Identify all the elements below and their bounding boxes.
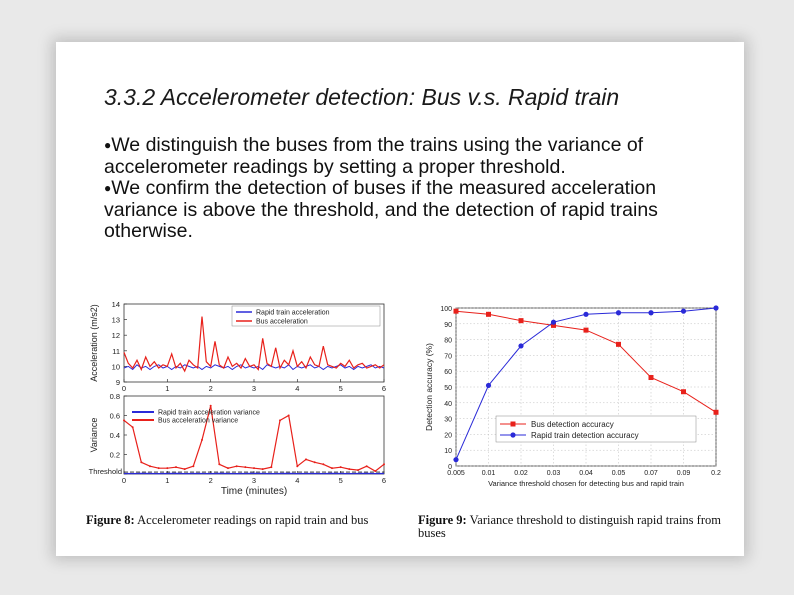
bullet-dot-icon: ● (104, 138, 112, 152)
legend-marker (511, 422, 516, 427)
figure-9-caption: Figure 9: Variance threshold to distinguish rapid trains from buses (418, 513, 721, 540)
data-point-bus (140, 461, 142, 463)
data-point-bus (714, 410, 719, 415)
data-point-train (486, 383, 491, 388)
data-point-bus (166, 467, 168, 469)
data-point-bus (123, 419, 125, 421)
data-point-train (681, 309, 686, 314)
data-point-bus (519, 318, 524, 323)
y-tick-label: 9 (115, 378, 120, 387)
figure-8-charts (84, 298, 394, 510)
x-tick-label: 0.2 (711, 470, 721, 477)
x-tick-label: 4 (295, 476, 300, 485)
legend-label: Bus detection accuracy (531, 420, 614, 429)
data-point-train (648, 310, 653, 315)
x-tick-label: 2 (208, 476, 213, 485)
data-point-bus (584, 328, 589, 333)
figure-8-caption: Figure 8: Accelerometer readings on rapid train and bus (86, 513, 369, 527)
bullet-item: ●We distinguish the buses from the trains using the variance of accelerometer readings by setting a proper threshold. (104, 134, 644, 178)
x-tick-label: 3 (251, 476, 257, 485)
data-point-bus (175, 466, 177, 468)
data-point-train (518, 343, 523, 348)
x-tick-label: 3 (251, 384, 257, 393)
x-tick-label: 0.03 (546, 470, 561, 477)
plot-frame (124, 396, 384, 474)
data-point-bus (296, 465, 298, 467)
data-point-bus (681, 389, 686, 394)
data-point-bus (348, 468, 350, 470)
data-point-bus (340, 466, 342, 468)
data-point-bus (357, 469, 359, 471)
legend-label: Rapid train acceleration variance (158, 409, 260, 417)
y-tick-label: 30 (444, 416, 452, 424)
x-tick-label: 4 (295, 384, 300, 393)
y-tick-label: 0.8 (109, 392, 120, 401)
y-tick-label: 12 (111, 331, 120, 341)
legend-label: Bus acceleration variance (158, 417, 239, 425)
x-tick-label: 0 (121, 476, 127, 485)
x-tick-label: 0.005 (447, 470, 465, 477)
data-point-bus (616, 342, 621, 347)
y-axis-label: Acceleration (m/s2) (89, 304, 99, 382)
data-point-bus (149, 465, 151, 467)
data-point-bus (244, 466, 246, 468)
data-point-train (453, 457, 458, 462)
y-tick-label: 0.6 (109, 411, 120, 421)
x-tick-label: 6 (381, 384, 387, 393)
data-point-bus (227, 467, 229, 469)
x-axis-label: Variance threshold chosen for detecting bus and rapid train (488, 479, 684, 488)
data-point-bus (279, 419, 281, 421)
y-tick-label: 0 (448, 464, 452, 471)
x-tick-label: 5 (338, 384, 343, 393)
x-axis-label: Time (minutes) (220, 486, 288, 497)
y-tick-label: 80 (444, 337, 452, 345)
x-tick-label: 2 (208, 384, 213, 393)
y-tick-label: 50 (444, 385, 452, 392)
legend-label: Bus acceleration (256, 318, 308, 326)
data-point-bus (262, 468, 264, 470)
data-point-bus (158, 467, 160, 469)
x-tick-label: 6 (381, 476, 387, 485)
legend-label: Rapid train detection accuracy (531, 431, 639, 440)
y-tick-label: 40 (444, 400, 452, 408)
y-tick-label: 10 (444, 448, 452, 456)
data-point-bus (132, 426, 134, 428)
bullet-list (104, 135, 664, 243)
data-point-bus (184, 468, 186, 470)
data-point-bus (218, 463, 220, 465)
data-point-train (713, 305, 718, 310)
data-point-bus (201, 439, 203, 441)
data-point-bus (305, 458, 307, 460)
variance-plot (89, 392, 386, 497)
y-tick-label: 0.4 (109, 431, 120, 440)
legend-marker (510, 432, 515, 437)
legend-label: Rapid train acceleration (256, 309, 330, 317)
x-tick-label: 0.07 (644, 470, 658, 477)
x-tick-label: 1 (165, 476, 170, 485)
y-axis-label: Detection accuracy (%) (424, 343, 434, 431)
data-point-bus (486, 312, 491, 317)
y-tick-label: 60 (444, 369, 452, 377)
data-point-train (583, 312, 588, 317)
data-point-train (551, 320, 556, 325)
y-tick-label: 20 (444, 432, 452, 440)
x-tick-label: 0.02 (514, 470, 528, 477)
slide-title: 3.3.2 Accelerometer detection: Bus v.s. Rapid train (104, 84, 620, 110)
data-point-bus (314, 461, 316, 463)
threshold-label: Threshold (88, 467, 122, 477)
data-point-bus (331, 467, 333, 469)
x-tick-label: 0.09 (676, 470, 691, 477)
data-point-bus (210, 405, 212, 407)
data-point-bus (236, 465, 238, 467)
x-tick-label: 0.05 (611, 470, 626, 477)
data-point-bus (454, 309, 459, 314)
y-tick-label: 10 (111, 362, 120, 372)
data-point-bus (374, 470, 376, 472)
y-tick-label: 0.2 (109, 450, 120, 460)
data-point-bus (322, 463, 324, 465)
data-point-train (616, 310, 621, 315)
data-point-bus (288, 415, 290, 417)
x-tick-label: 1 (165, 384, 170, 393)
data-point-bus (253, 467, 255, 469)
data-point-bus (649, 375, 654, 380)
x-tick-label: 0.01 (481, 470, 496, 477)
y-tick-label: 70 (444, 353, 452, 361)
y-tick-label: 11 (112, 346, 120, 356)
acceleration-plot (89, 300, 386, 393)
y-tick-label: 13 (111, 315, 120, 325)
bullet-item: ●We confirm the detection of buses if the measured acceleration variance is above the threshold, and the detection of rapid trains otherwise. (104, 177, 658, 242)
y-tick-label: 90 (444, 321, 452, 329)
x-tick-label: 0.04 (579, 470, 593, 477)
y-tick-label: 14 (111, 300, 120, 309)
figure-9-chart (416, 298, 726, 498)
x-tick-label: 0 (121, 384, 127, 393)
data-point-bus (383, 463, 385, 465)
data-point-bus (192, 465, 194, 467)
data-point-bus (270, 466, 272, 468)
x-tick-label: 5 (338, 476, 343, 485)
data-point-bus (366, 465, 368, 467)
bullet-dot-icon: ● (104, 181, 112, 195)
y-axis-label: Variance (89, 417, 99, 453)
y-tick-label: 100 (440, 306, 452, 313)
